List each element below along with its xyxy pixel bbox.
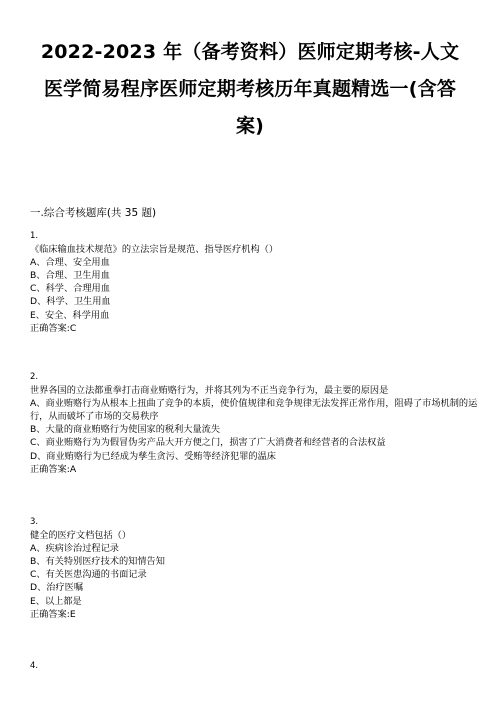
question-number: 2. [30, 372, 39, 382]
question-2 [30, 371, 478, 476]
question-stem: 《临床输血技术规范》的立法宗旨是规范、指导医疗机构（） [30, 244, 279, 256]
option-d: D、治疗医嘱 [30, 582, 84, 594]
answer-value: C [69, 322, 77, 334]
option-b: B、有关特别医疗技术的知情告知 [30, 556, 165, 568]
correct-answer [30, 322, 478, 335]
question-3 [30, 516, 478, 621]
question-stem: 健全的医疗文档包括（） [30, 530, 132, 542]
option-a: A、商业贿赂行为从根本上扭曲了竞争的本质，使价值规律和竞争规律无法发挥正常作用，阻碍了市场机制的运行，从而破坏了市场的交易秩序 [30, 398, 478, 423]
answer-value: E [69, 608, 76, 620]
document-title [20, 34, 480, 145]
section-heading: 一.综合考核题库(共 35 题) [30, 207, 157, 219]
option-d: D、科学、卫生用血 [30, 296, 111, 308]
answer-label: 正确答案: [30, 322, 70, 334]
option-c: C、有关医患沟通的书面记录 [30, 569, 147, 581]
option-e: E、安全、科学用血 [30, 309, 110, 321]
answer-value: A [69, 463, 77, 475]
option-e: E、以上都是 [30, 595, 82, 607]
question-1 [30, 230, 478, 335]
correct-answer [30, 608, 478, 621]
option-b: B、合理、卫生用血 [30, 270, 110, 282]
option-c: C、商业贿赂行为为假冒伪劣产品大开方便之门，损害了广大消费者和经营者的合法权益 [30, 437, 386, 449]
title-line: 案) [235, 115, 265, 137]
question-number: 3. [30, 517, 39, 527]
title-line: 医学简易程序医师定期考核历年真题精选一(含答 [43, 78, 457, 100]
question-4 [30, 660, 478, 673]
title-line: 2022-2023 年（备考资料）医师定期考核-人文 [40, 41, 460, 63]
option-d: D、商业贿赂行为已经成为孳生贪污、受贿等经济犯罪的温床 [30, 450, 276, 462]
correct-answer [30, 463, 478, 476]
option-a: A、疾病诊治过程记录 [30, 543, 119, 555]
question-stem: 世界各国的立法都重拳打击商业贿赂行为，并将其列为不正当竞争行为，最主要的原因是 [30, 385, 389, 397]
option-c: C、科学、合理用血 [30, 283, 110, 295]
answer-label: 正确答案: [30, 608, 70, 620]
answer-label: 正确答案: [30, 463, 70, 475]
option-a: A、合理、安全用血 [30, 257, 110, 269]
question-number: 4. [30, 661, 39, 671]
question-number: 1. [30, 231, 39, 241]
option-b: B、大量的商业贿赂行为使国家的税利大量流失 [30, 424, 221, 436]
